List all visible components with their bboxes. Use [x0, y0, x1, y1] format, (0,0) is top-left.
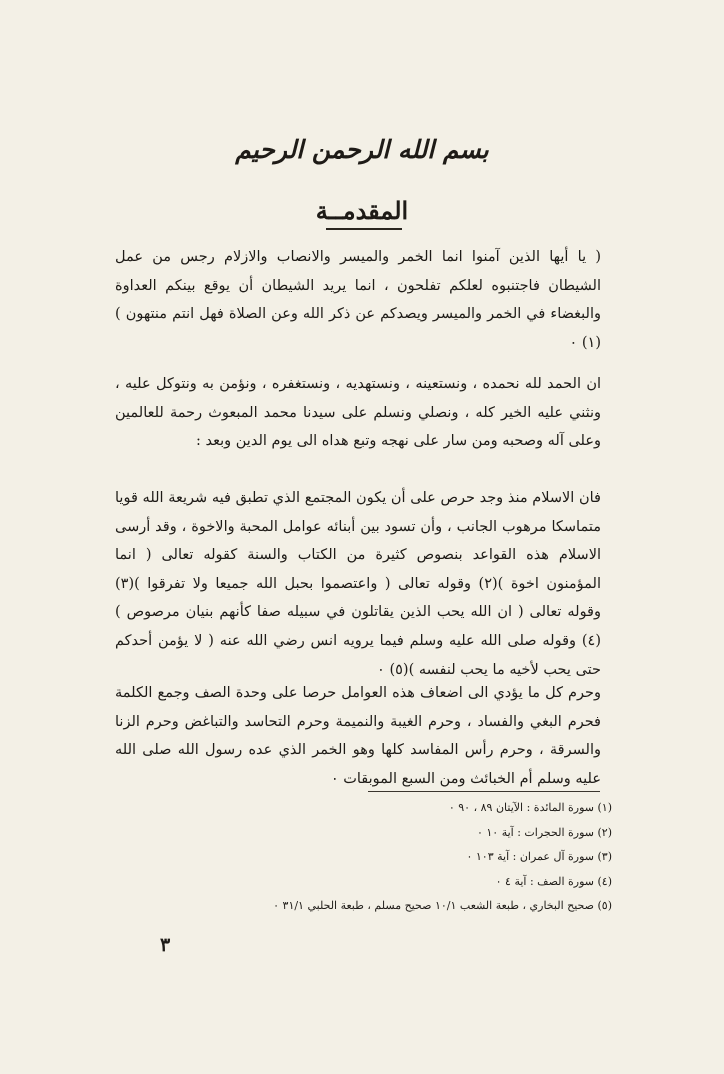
basmala-heading: بسم الله الرحمن الرحيم	[235, 135, 489, 164]
footnote-divider	[368, 791, 600, 792]
page-title: المقدمــة	[315, 196, 409, 225]
quran-verse-paragraph: ( يا أيها الذين آمنوا انما الخمر والميسر والانصاب والازلام رجس من عمل الشيطان فاجتنبوه لعلكم تفلحون ، انما يريد الشيطان أن يوقع بينكم العداوة والبغضاء في الخمر والميسر ويصدكم عن ذكر الله وعن الصلاة فهل انتم منتهون )(١) ٠	[115, 249, 601, 351]
body-paragraph-2: وحرم كل ما يؤدي الى اضعاف هذه العوامل حرصا على وحدة الصف وجمع الكلمة فحرم البغي والفساد ، وحرم الغيبة والنميمة وحرم التحاسد والتباغض وحرم الزنا والسرقة ، وحرم رأس المفاسد كلها وهو الخمر الذي عده رسول الله صلى الله عليه وسلم أم الخبائث ومن السبع الموبقات ٠	[115, 685, 601, 787]
footnotes-list	[120, 796, 612, 919]
footnote-item: (٥) صحيح البخاري ، طبعة الشعب ١٠/١ صحيح مسلم ، طبعة الحلبي ٣١/١ ٠	[273, 899, 612, 913]
title-underline	[326, 228, 402, 230]
page-number: ٣	[160, 934, 171, 956]
praise-paragraph: ان الحمد لله نحمده ، ونستعينه ، ونستهديه ، ونستغفره ، ونؤمن به ونتوكل عليه ، ونثني عليه الخير كله ، ونصلي ونسلم على سيدنا محمد المبعوث رحمة للعالمين وعلى آله وصحبه ومن سار على نهجه وتبع هداه الى يوم الدين وبعد :	[115, 376, 601, 450]
body-paragraph-1: فان الاسلام منذ وجد حرص على أن يكون المجتمع الذي تطبق فيه شريعة الله قويا متماسكا مرهوب الجانب ، وأن تسود بين أبنائه عوامل المحبة والاخوة ، وقد أرسى الاسلام هذه القواعد بنصوص كثيرة من الكتاب والسنة كقوله تعالى ( انما المؤمنون اخوة )(٢) وقوله تعالى ( واعتصموا بحبل الله جميعا ولا تفرقوا )(٣) وقوله تعالى ( ان الله يحب الذين يقاتلون في سبيله صفا كأنهم بنيان مرصوص )(٤) وقوله صلى الله عليه وسلم فيما يرويه انس رضي الله عنه ( لا يؤمن أحدكم حتى يحب لأخيه ما يحب لنفسه )(٥) ٠	[115, 490, 601, 678]
footnote-item: (٣) سورة آل عمران : آية ١٠٣ ٠	[466, 850, 612, 864]
footnote-item: (١) سورة المائدة : الآيتان ٨٩ ، ٩٠ ٠	[448, 801, 612, 814]
footnote-item: (٢) سورة الحجرات : آية ١٠ ٠	[476, 825, 612, 839]
footnote-item: (٤) سورة الصف : آية ٤ ٠	[495, 874, 612, 888]
